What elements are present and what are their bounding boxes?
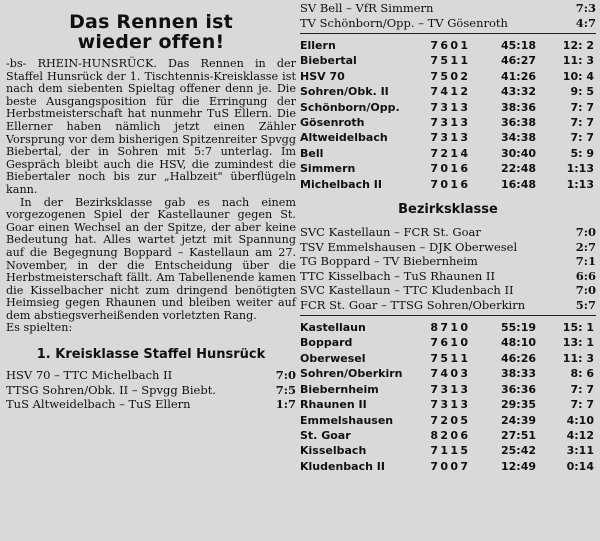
losses: 4: [460, 146, 468, 160]
draws: 1: [450, 336, 458, 350]
match-teams: SV Bell – VfR Simmern: [300, 1, 434, 15]
match-score: 7:3: [575, 1, 596, 15]
standings-row: [300, 428, 596, 443]
games-played: 7: [430, 413, 438, 427]
game-score: 34:38: [500, 131, 536, 145]
headline-line-1: Das Rennen ist: [69, 11, 233, 33]
wins: 0: [440, 162, 448, 176]
bezirksklasse-heading: Bezirksklasse: [398, 202, 498, 218]
draws: 1: [450, 398, 458, 412]
game-score: 48:10: [500, 336, 536, 350]
standings-row: [300, 413, 596, 428]
match-score: 5:7: [575, 297, 596, 312]
game-score: 46:27: [500, 54, 536, 68]
match-score: 7:0: [575, 225, 596, 240]
points: 5: 9: [570, 146, 594, 160]
draws: 1: [450, 351, 458, 365]
standings-row: [300, 84, 596, 99]
wins: 3: [440, 100, 448, 114]
games-played: 7: [430, 39, 438, 52]
games-played: 7: [430, 85, 438, 99]
match-teams: TV Schönborn/Opp. – TV Gösenroth: [300, 15, 508, 30]
losses: 6: [460, 162, 468, 176]
game-score: 27:51: [500, 428, 536, 442]
bezirksklasse-results: [300, 225, 596, 312]
wins: 0: [440, 459, 448, 473]
match-result: [6, 368, 296, 383]
losses: 3: [460, 367, 468, 381]
draws: 1: [450, 382, 458, 396]
standings-row: [300, 366, 596, 381]
draws: 1: [450, 321, 458, 335]
losses: 1: [460, 54, 468, 68]
points: 10: 4: [562, 69, 594, 83]
game-score: 43:32: [500, 85, 536, 99]
games-played: 7: [430, 367, 438, 381]
match-result: [6, 383, 296, 398]
divider: [300, 33, 596, 34]
team-name: Kastellaun: [300, 321, 366, 335]
standings-row: [300, 177, 596, 192]
game-score: 25:42: [500, 444, 536, 458]
draws: 0: [450, 69, 458, 83]
team-name: Rhaunen II: [300, 398, 367, 412]
losses: 3: [460, 131, 468, 145]
games-played: 7: [430, 444, 438, 458]
match-score: 4:7: [575, 15, 596, 30]
standings-row: [300, 351, 596, 366]
standings-row: [300, 53, 596, 68]
match-score: 7:0: [575, 283, 596, 298]
games-played: 7: [430, 177, 438, 191]
losses: 5: [460, 413, 468, 427]
games-played: 7: [430, 54, 438, 68]
game-score: 55:19: [500, 321, 536, 335]
draws: 0: [450, 413, 458, 427]
points: 1:13: [566, 162, 594, 176]
article-body: [6, 58, 296, 335]
wins: 2: [440, 428, 448, 442]
match-teams: SVC Kastellaun – FCR St. Goar: [300, 225, 481, 240]
game-score: 12:49: [500, 459, 536, 473]
games-played: 8: [430, 321, 438, 335]
match-result: [300, 16, 596, 31]
match-score: 1:7: [275, 397, 296, 412]
losses: 3: [460, 382, 468, 396]
games-played: 7: [430, 351, 438, 365]
wins: 4: [440, 367, 448, 381]
standings-row: [300, 100, 596, 115]
standings-row: [300, 320, 596, 335]
points: 7: 7: [570, 131, 594, 145]
points: 7: 7: [570, 100, 594, 114]
wins: 3: [440, 116, 448, 130]
standings-row: [300, 38, 596, 53]
match-result: [300, 254, 596, 269]
team-name: Sohren/Obk. II: [300, 85, 389, 99]
team-name: Gösenroth: [300, 116, 365, 130]
team-name: Oberwesel: [300, 351, 366, 365]
divider: [300, 315, 596, 316]
team-name: Kludenbach II: [300, 459, 385, 473]
draws: 0: [450, 428, 458, 442]
points: 12: 2: [562, 39, 594, 52]
team-name: Bell: [300, 146, 324, 160]
game-score: 38:33: [500, 367, 536, 381]
points: 4:12: [566, 428, 594, 442]
team-name: Emmelshausen: [300, 413, 394, 427]
wins: 1: [440, 444, 448, 458]
standings-row: [300, 115, 596, 130]
kreisklasse-heading: 1. Kreisklasse Staffel Hunsrück: [36, 347, 266, 363]
draws: 1: [450, 444, 458, 458]
draws: 0: [450, 459, 458, 473]
draws: 1: [450, 146, 458, 160]
match-score: 6:6: [575, 268, 596, 283]
games-played: 7: [430, 336, 438, 350]
left-column: [6, 0, 296, 412]
match-score: 7:1: [575, 254, 596, 269]
game-score: 16:48: [500, 177, 536, 191]
team-name: HSV 70: [300, 69, 345, 83]
losses: 5: [460, 444, 468, 458]
team-name: Biebertal: [300, 54, 357, 68]
team-name: Altweidelbach: [300, 131, 388, 145]
draws: 0: [450, 367, 458, 381]
games-played: 7: [430, 459, 438, 473]
draws: 1: [450, 54, 458, 68]
points: 7: 7: [570, 116, 594, 130]
game-score: 29:35: [500, 398, 536, 412]
points: 13: 1: [562, 336, 594, 350]
right-column: [300, 0, 596, 474]
wins: 3: [440, 131, 448, 145]
games-played: 7: [430, 100, 438, 114]
wins: 2: [440, 413, 448, 427]
match-result: [300, 1, 596, 16]
match-result: [300, 269, 596, 284]
losses: 3: [460, 100, 468, 114]
standings-row: [300, 443, 596, 458]
wins: 5: [440, 54, 448, 68]
losses: 6: [460, 428, 468, 442]
kreisklasse-results-left: [6, 368, 296, 412]
games-played: 7: [430, 131, 438, 145]
team-name: Michelbach II: [300, 177, 382, 191]
team-name: Boppard: [300, 336, 353, 350]
standings-row: [300, 146, 596, 161]
match-score: 2:7: [575, 239, 596, 254]
losses: 0: [460, 336, 468, 350]
wins: 7: [440, 321, 448, 335]
match-result: [300, 240, 596, 255]
wins: 5: [440, 351, 448, 365]
game-score: 41:26: [500, 69, 536, 83]
wins: 0: [440, 177, 448, 191]
losses: 7: [460, 459, 468, 473]
losses: 1: [460, 351, 468, 365]
points: 3:11: [566, 444, 594, 458]
game-score: 22:48: [500, 162, 536, 176]
games-played: 7: [430, 69, 438, 83]
team-name: St. Goar: [300, 428, 351, 442]
draws: 1: [450, 131, 458, 145]
draws: 0: [450, 39, 458, 52]
wins: 3: [440, 382, 448, 396]
points: 7: 7: [570, 382, 594, 396]
losses: 3: [460, 116, 468, 130]
standings-row: [300, 397, 596, 412]
article-paragraph-3: Es spielten:: [6, 321, 73, 335]
losses: 2: [460, 85, 468, 99]
standings-row: [300, 69, 596, 84]
game-score: 45:18: [500, 39, 536, 52]
wins: 5: [440, 69, 448, 83]
game-score: 36:36: [500, 382, 536, 396]
draws: 1: [450, 100, 458, 114]
losses: 2: [460, 69, 468, 83]
draws: 1: [450, 162, 458, 176]
article-headline: [6, 12, 296, 52]
wins: 4: [440, 85, 448, 99]
draws: 1: [450, 177, 458, 191]
wins: 3: [440, 398, 448, 412]
match-teams: TTSG Sohren/Obk. II – Spvgg Biebt.: [6, 382, 216, 397]
games-played: 7: [430, 162, 438, 176]
losses: 3: [460, 398, 468, 412]
points: 1:13: [566, 177, 594, 191]
standings-row: [300, 335, 596, 350]
standings-row: [300, 382, 596, 397]
match-teams: TSV Emmelshausen – DJK Oberwesel: [300, 239, 518, 254]
losses: 0: [460, 321, 468, 335]
wins: 6: [440, 336, 448, 350]
match-teams: FCR St. Goar – TTSG Sohren/Oberkirn: [300, 297, 526, 312]
kreisklasse-results-right: [300, 1, 596, 30]
standings-row: [300, 161, 596, 176]
game-score: 30:40: [500, 146, 536, 160]
points: 8: 6: [570, 367, 594, 381]
games-played: 7: [430, 382, 438, 396]
article-paragraph-1: -bs- RHEIN-HUNSRÜCK. Das Rennen in der Staffel Hunsrück der 1. Tischtennis-Kreisklasse ist nach dem siebenten Spieltag offener denn je. Die beste Ausgangsposition für die Erringung der Herbstmeisterschaft hat nunmehr TuS Ellern. Die Ellerner haben nämlich jetzt einen Zähler Vorsprung vor dem bisherigen Spitzenreiter Spvgg Biebertal, der in Sohren mit 5:7 unterlag. Im Gespräch bleibt auch die HSV, die zumindest die Biebertaler noch bis zur „Halbzeit" überflügeln kann.: [6, 57, 296, 196]
headline-line-2: wieder offen!: [77, 31, 225, 53]
match-result: [300, 225, 596, 240]
losses: 1: [460, 39, 468, 52]
points: 11: 3: [562, 351, 594, 365]
team-name: Ellern: [300, 39, 336, 52]
losses: 6: [460, 177, 468, 191]
team-name: Schönborn/Opp.: [300, 100, 400, 114]
match-score: 7:5: [275, 382, 296, 397]
points: 9: 5: [570, 85, 594, 99]
games-played: 8: [430, 428, 438, 442]
match-teams: SVC Kastellaun – TTC Kludenbach II: [300, 283, 514, 298]
match-result: [300, 283, 596, 298]
wins: 2: [440, 146, 448, 160]
games-played: 7: [430, 398, 438, 412]
games-played: 7: [430, 146, 438, 160]
points: 15: 1: [562, 321, 594, 335]
bezirksklasse-standings-table: [300, 320, 596, 474]
points: 4:10: [566, 413, 594, 427]
draws: 1: [450, 116, 458, 130]
game-score: 36:38: [500, 116, 536, 130]
points: 0:14: [566, 459, 594, 473]
match-score: 7:0: [275, 368, 296, 383]
team-name: Simmern: [300, 162, 356, 176]
points: 7: 7: [570, 398, 594, 412]
team-name: Kisselbach: [300, 444, 367, 458]
wins: 6: [440, 39, 448, 52]
game-score: 38:36: [500, 100, 536, 114]
standings-row: [300, 130, 596, 145]
kreisklasse-standings-table: [300, 38, 596, 192]
match-teams: HSV 70 – TTC Michelbach II: [6, 368, 173, 383]
points: 11: 3: [562, 54, 594, 68]
article-paragraph-2: In der Bezirksklasse gab es nach einem vorgezogenen Spiel der Kastellauner gegen St. Goar einen Wechsel an der Spitze, der aber keine Bedeutung hat. Alles wartet jetzt mit Spannung auf die Begegnung Boppard – Kastellaun am 27. November, in der die Entscheidung über die Herbstmeisterschaft fällt. Am Tabellenende kamen die Kisselbacher nicht zum dringend benötigten Heimsieg gegen Rhaunen und bleiben weiter auf dem abstiegsverheißenden vorletzten Rang.: [6, 195, 296, 322]
game-score: 46:26: [500, 351, 536, 365]
standings-row: [300, 459, 596, 474]
team-name: Biebernheim: [300, 382, 379, 396]
match-teams: TG Boppard – TV Biebernheim: [300, 254, 478, 269]
games-played: 7: [430, 116, 438, 130]
team-name: Sohren/Oberkirn: [300, 367, 403, 381]
match-teams: TuS Altweidelbach – TuS Ellern: [6, 397, 191, 412]
match-teams: TTC Kisselbach – TuS Rhaunen II: [300, 268, 495, 283]
match-result: [300, 298, 596, 313]
match-result: [6, 397, 296, 412]
draws: 1: [450, 85, 458, 99]
game-score: 24:39: [500, 413, 536, 427]
